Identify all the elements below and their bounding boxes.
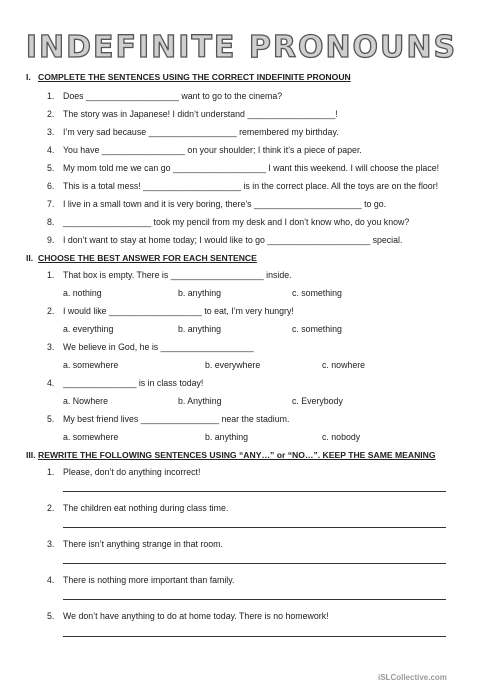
s2-option-c: c. Everybody [292,396,343,406]
section-3-title: REWRITE THE FOLLOWING SENTENCES USING “ANY…” or “NO…”. KEEP THE SAME MEANING [38,450,436,460]
s2-option-a: a. Nowhere [63,396,108,406]
s3-item-number: 1. [47,467,55,477]
s2-option-c: c. nowhere [322,360,366,370]
s3-item-text: There isn’t anything strange in that room. [63,539,223,549]
s1-item-text: __________________ took my pencil from my desk and I don’t know who, do you know? [63,217,410,227]
watermark: iSLCollective.com [378,673,447,682]
worksheet-title: INDEFINITE PRONOUNS [25,30,458,65]
s2-option-a: a. somewhere [63,360,119,370]
s1-item-text: The story was in Japanese! I didn’t understand __________________! [63,109,338,119]
answer-line[interactable] [63,636,446,637]
s1-item-number: 4. [47,145,55,155]
s1-item-number: 9. [47,235,55,245]
section-1-title: COMPLETE THE SENTENCES USING THE CORRECT INDEFINITE PRONOUN [38,72,351,82]
s3-item-number: 2. [47,503,55,513]
answer-line[interactable] [63,599,446,600]
s2-item-number: 4. [47,378,55,388]
s2-option-c: c. nobody [322,432,361,442]
s1-item-text: My mom told me we can go ___________________ I want this weekend. I will choose the place! [63,163,440,173]
s1-item-number: 5. [47,163,55,173]
s3-item-text: There is nothing more important than family. [63,575,235,585]
s2-option-c: c. something [292,288,342,298]
s2-item-number: 5. [47,414,55,424]
section-2-heading [26,253,257,263]
s1-item-text: I’m very sad because __________________ remembered my birthday. [63,127,339,137]
s1-item-text: You have _________________ on your shoulder; I think it’s a piece of paper. [63,145,362,155]
s2-option-a: a. everything [63,324,114,334]
answer-line[interactable] [63,563,446,564]
s2-item-number: 2. [47,306,55,316]
s2-item-number: 3. [47,342,55,352]
s2-item-text: _______________ is in class today! [63,378,204,388]
section-2-number: II. [26,253,34,263]
section-1-number: I. [26,72,31,82]
section-3-number: III. [26,450,36,460]
s3-item-number: 3. [47,539,55,549]
s1-item-number: 1. [47,91,55,101]
s2-option-b: b. anything [178,324,222,334]
s1-item-number: 6. [47,181,55,191]
s3-item-text: The children eat nothing during class time. [63,503,229,513]
s2-option-b: b. anything [178,288,222,298]
s1-item-number: 7. [47,199,55,209]
s1-item-text: This is a total mess! ____________________ is in the correct place. All the toys are on the floor! [63,181,439,191]
s2-item-text: My best friend lives ________________ near the stadium. [63,414,290,424]
s2-item-text: That box is empty. There is ___________________ inside. [63,270,292,280]
s1-item-number: 8. [47,217,55,227]
section-1-heading [26,72,351,82]
s1-item-text: I live in a small town and it is very boring, there’s ______________________ to go. [63,199,387,209]
s1-item-number: 3. [47,127,55,137]
s2-item-text: I would like ___________________ to eat, I’m very hungry! [63,306,294,316]
answer-line[interactable] [63,527,446,528]
answer-line[interactable] [63,491,446,492]
s2-option-b: b. Anything [178,396,222,406]
s3-item-number: 5. [47,611,55,621]
s2-option-a: a. somewhere [63,432,119,442]
s3-item-text: We don’t have anything to do at home today. There is no homework! [63,611,329,621]
s2-option-c: c. something [292,324,342,334]
s3-item-text: Please, don’t do anything incorrect! [63,467,201,477]
s2-item-text: We believe in God, he is ___________________ [63,342,254,352]
s2-option-b: b. anything [205,432,249,442]
section-3-heading [26,450,436,460]
s2-option-b: b. everywhere [205,360,261,370]
s1-item-text: I don’t want to stay at home today; I would like to go _____________________ special. [63,235,403,245]
s2-item-number: 1. [47,270,55,280]
s2-option-a: a. nothing [63,288,102,298]
s1-item-number: 2. [47,109,55,119]
s1-item-text: Does ___________________ want to go to the cinema? [63,91,283,101]
section-2-title: CHOOSE THE BEST ANSWER FOR EACH SENTENCE [38,253,257,263]
s3-item-number: 4. [47,575,55,585]
